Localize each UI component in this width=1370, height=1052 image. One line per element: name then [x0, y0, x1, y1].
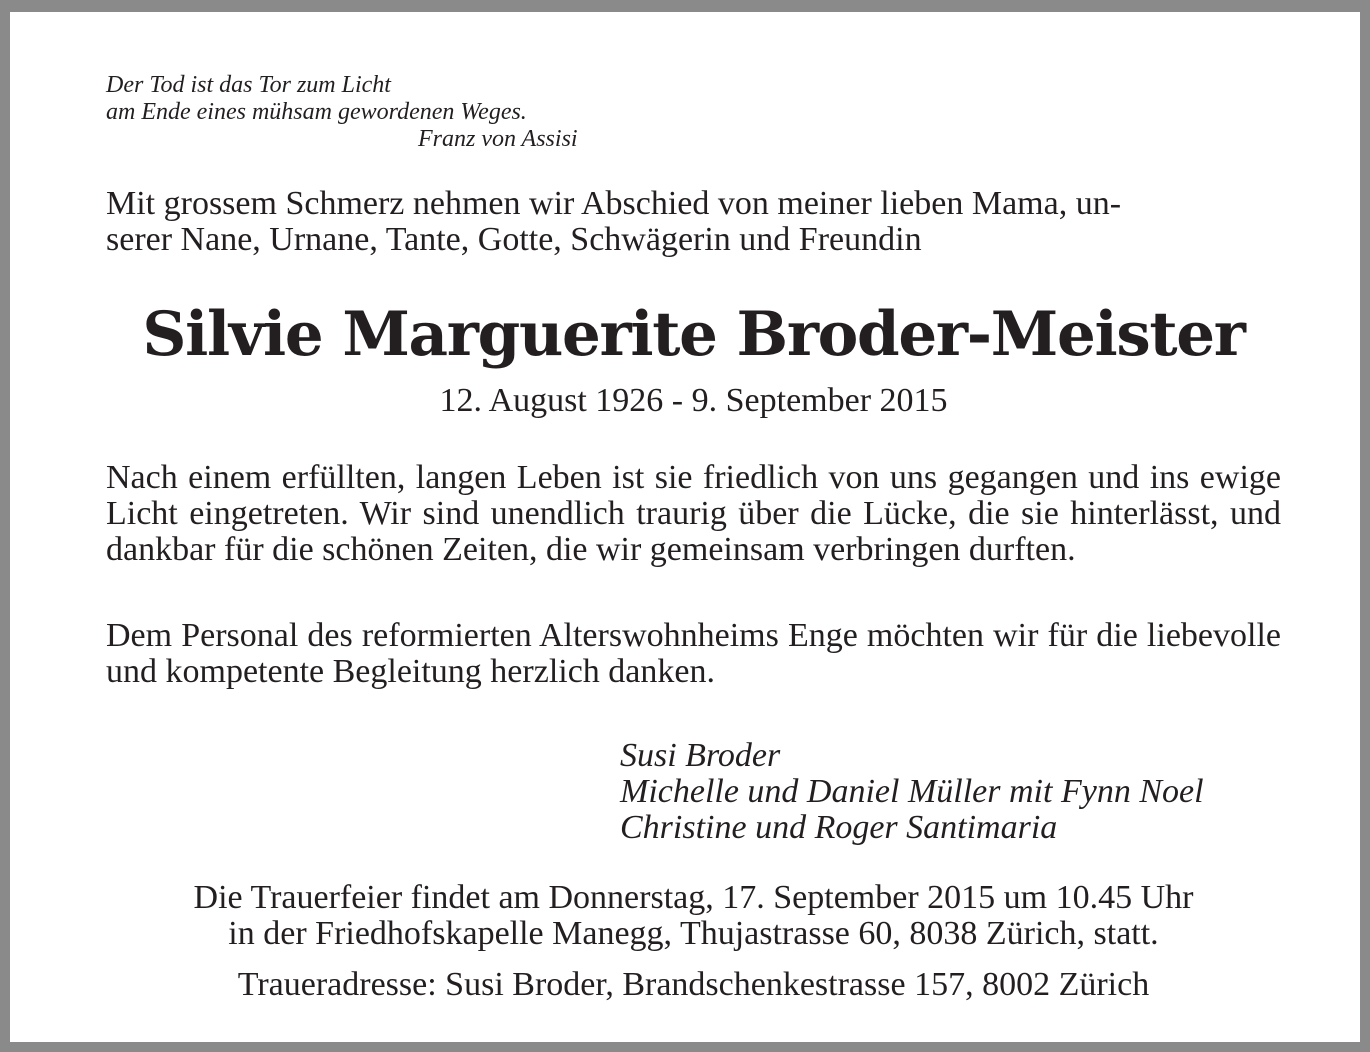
signer: Susi Broder: [620, 737, 781, 774]
thanks-paragraph: Dem Personal des reformierten Alterswohnheims Enge möchten wir für die liebevolle und kompetente Begleitung herzlich danken.: [106, 617, 1281, 690]
service-line: Die Trauerfeier findet am Donnerstag, 17. September 2015 um 10.45 Uhr: [193, 879, 1194, 916]
signer: Michelle und Daniel Müller mit Fynn Noel: [620, 773, 1204, 810]
funeral-service-info: [106, 880, 1281, 952]
motto-line: Der Tod ist das Tor zum Licht: [106, 72, 391, 98]
motto-author: Franz von Assisi: [418, 126, 578, 152]
life-dates: 12. August 1926 - 9. September 2015: [439, 382, 948, 419]
intro-text: [106, 186, 1281, 258]
motto-quote: [106, 72, 578, 153]
signer: Christine und Roger Santimaria: [620, 809, 1058, 846]
intro-line: serer Nane, Urnane, Tante, Gotte, Schwägerin und Freundin: [106, 221, 922, 258]
signers-list: [620, 738, 1204, 846]
deceased-name: Silvie Marguerite Broder-Meister: [142, 299, 1245, 370]
motto-line: am Ende eines mühsam gewordenen Weges.: [106, 99, 527, 125]
intro-line: Mit grossem Schmerz nehmen wir Abschied von meiner lieben Mama, un-: [106, 185, 1122, 222]
service-line: in der Friedhofskapelle Manegg, Thujastrasse 60, 8038 Zürich, statt.: [228, 915, 1159, 952]
mourning-address: Traueradresse: Susi Broder, Brandschenkestrasse 157, 8002 Zürich: [237, 966, 1150, 1003]
body-paragraph: Nach einem erfüllten, langen Leben ist sie friedlich von uns gegangen und ins ewige Licht eingetreten. Wir sind unendlich traurig über die Lücke, die sie hinterlässt, und dankbar für die schönen Zeiten, die wir gemeinsam verbringen durften.: [106, 459, 1281, 568]
